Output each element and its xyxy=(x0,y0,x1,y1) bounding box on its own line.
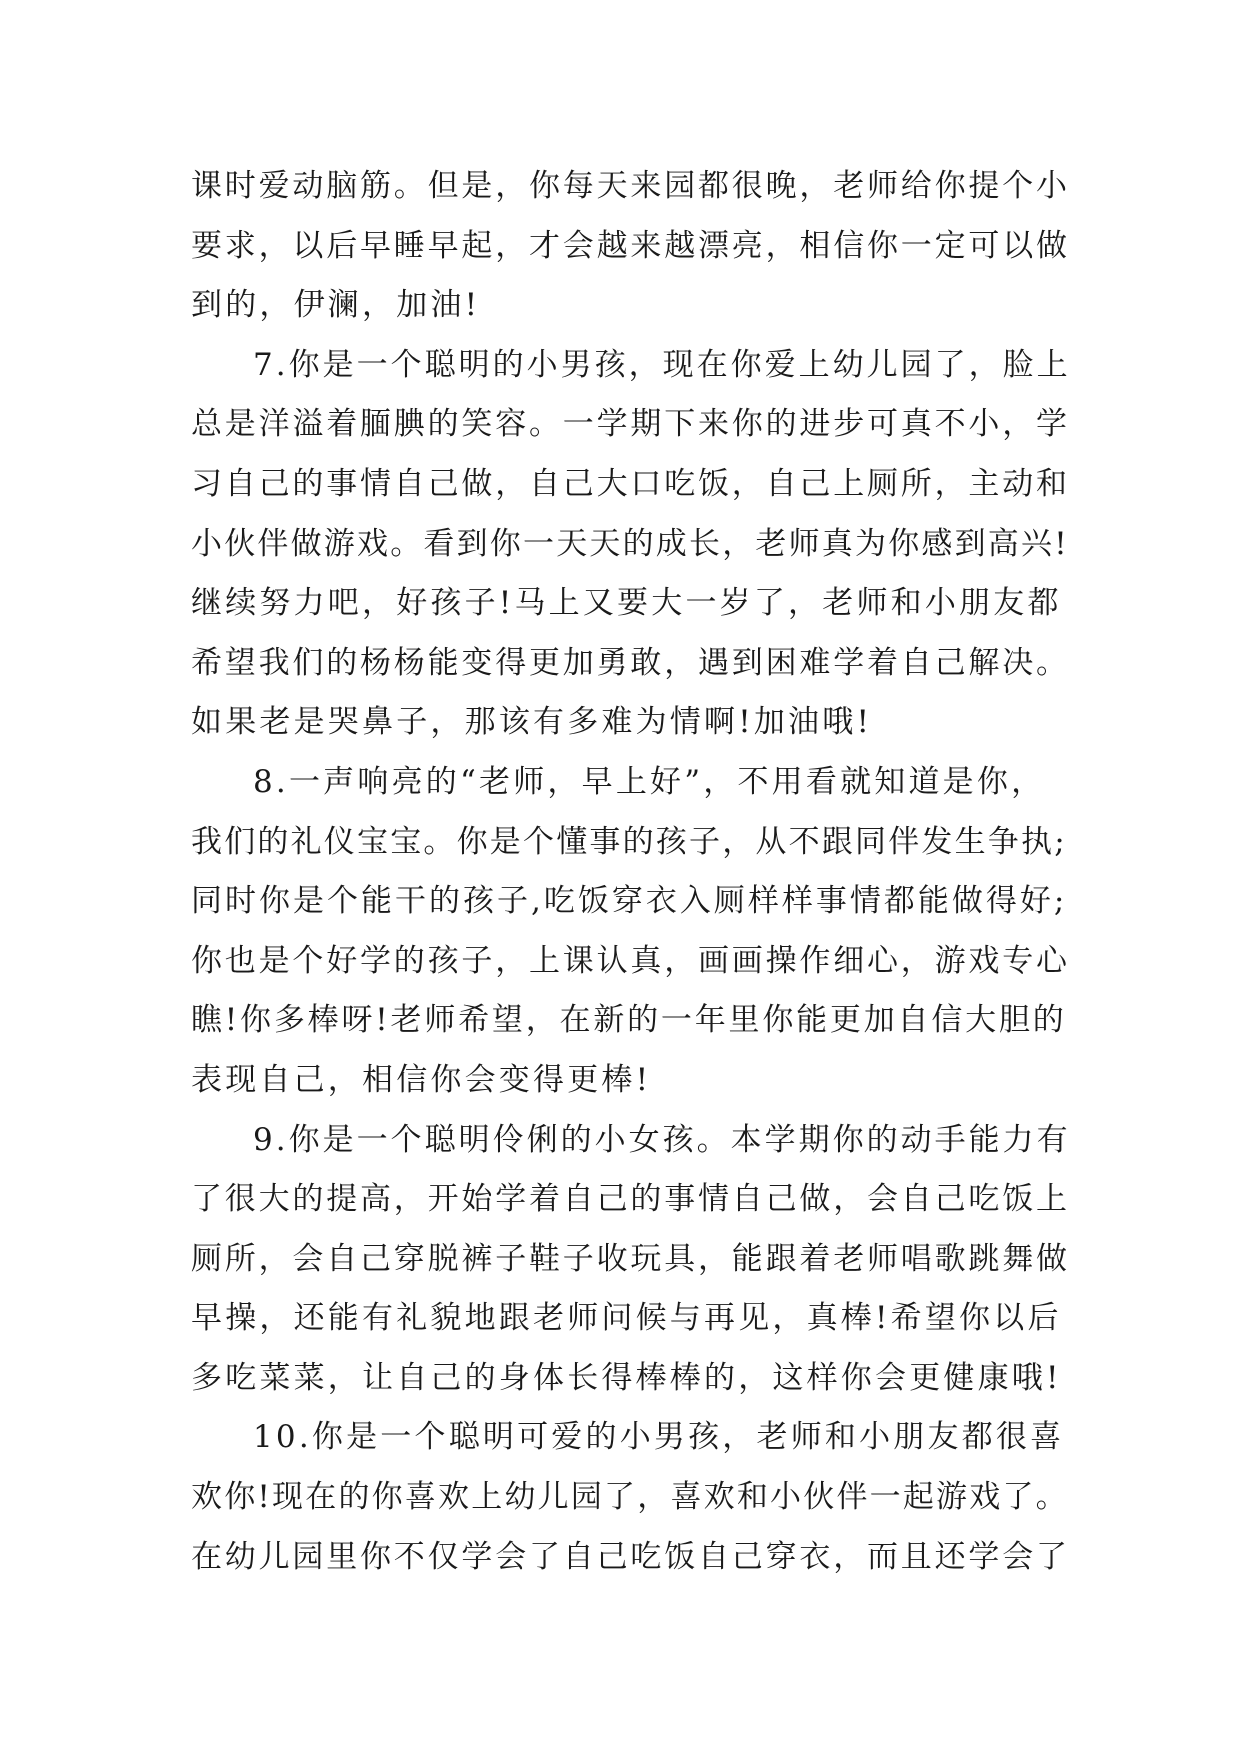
text-line: 厕所，会自己穿脱裤子鞋子收玩具，能跟着老师唱歌跳舞做 xyxy=(191,1240,1070,1277)
text-line: 在幼儿园里你不仅学会了自己吃饭自己穿衣，而且还学会了 xyxy=(191,1538,1070,1575)
text-line: 小伙伴做游戏。看到你一天天的成长，老师真为你感到高兴! xyxy=(191,525,1069,562)
text-line: 课时爱动脑筋。但是，你每天来园都很晚，老师给你提个小 xyxy=(191,168,1070,204)
text-line: 继续努力吧，好孩子!马上又要大一岁了，老师和小朋友都 xyxy=(191,585,1062,622)
text-line: 表现自己，相信你会变得更棒! xyxy=(191,1061,652,1098)
text-line: 希望我们的杨杨能变得更加勇敢，遇到困难学着自己解决。 xyxy=(191,644,1070,681)
text-line: 要求，以后早睡早起，才会越来越漂亮，相信你一定可以做 xyxy=(191,227,1070,264)
text-line: 多吃菜菜，让自己的身体长得棒棒的，这样你会更健康哦! xyxy=(191,1359,1062,1396)
paragraph-7-start: 7.你是一个聪明的小男孩，现在你爱上幼儿园了，脸上 xyxy=(253,346,1071,383)
text-line: 如果老是哭鼻子，那该有多难为情啊!加油哦! xyxy=(191,704,873,741)
text-line: 你也是个好学的孩子，上课认真，画画操作细心，游戏专心 xyxy=(191,942,1070,979)
text-line: 同时你是个能干的孩子,吃饭穿衣入厕样样事情都能做得好; xyxy=(191,883,1068,920)
text-line: 欢你!现在的你喜欢上幼儿园了，喜欢和小伙伴一起游戏了。 xyxy=(191,1479,1069,1516)
text-line: 习自己的事情自己做，自己大口吃饭，自己上厕所，主动和 xyxy=(191,465,1070,502)
text-line: 瞧!你多棒呀!老师希望，在新的一年里你能更加自信大胆的 xyxy=(191,1002,1067,1039)
text-line: 到的，伊澜，加油! xyxy=(191,287,481,324)
document-body xyxy=(191,157,1071,1587)
paragraph-10-start: 10.你是一个聪明可爱的小男孩，老师和小朋友都很喜 xyxy=(253,1419,1065,1456)
text-line: 了很大的提高，开始学着自己的事情自己做，会自己吃饭上 xyxy=(191,1181,1070,1218)
text-line: 早操，还能有礼貌地跟老师问候与再见，真棒!希望你以后 xyxy=(191,1300,1062,1337)
text-line: 总是洋溢着腼腆的笑容。一学期下来你的进步可真不小，学 xyxy=(191,406,1070,443)
text-line: 我们的礼仪宝宝。你是个懂事的孩子，从不跟同伴发生争执; xyxy=(191,823,1067,860)
paragraph-8-start: 8.一声响亮的“老师，早上好”，不用看就知道是你， xyxy=(253,763,1046,800)
paragraph-9-start: 9.你是一个聪明伶俐的小女孩。本学期你的动手能力有 xyxy=(253,1121,1071,1158)
